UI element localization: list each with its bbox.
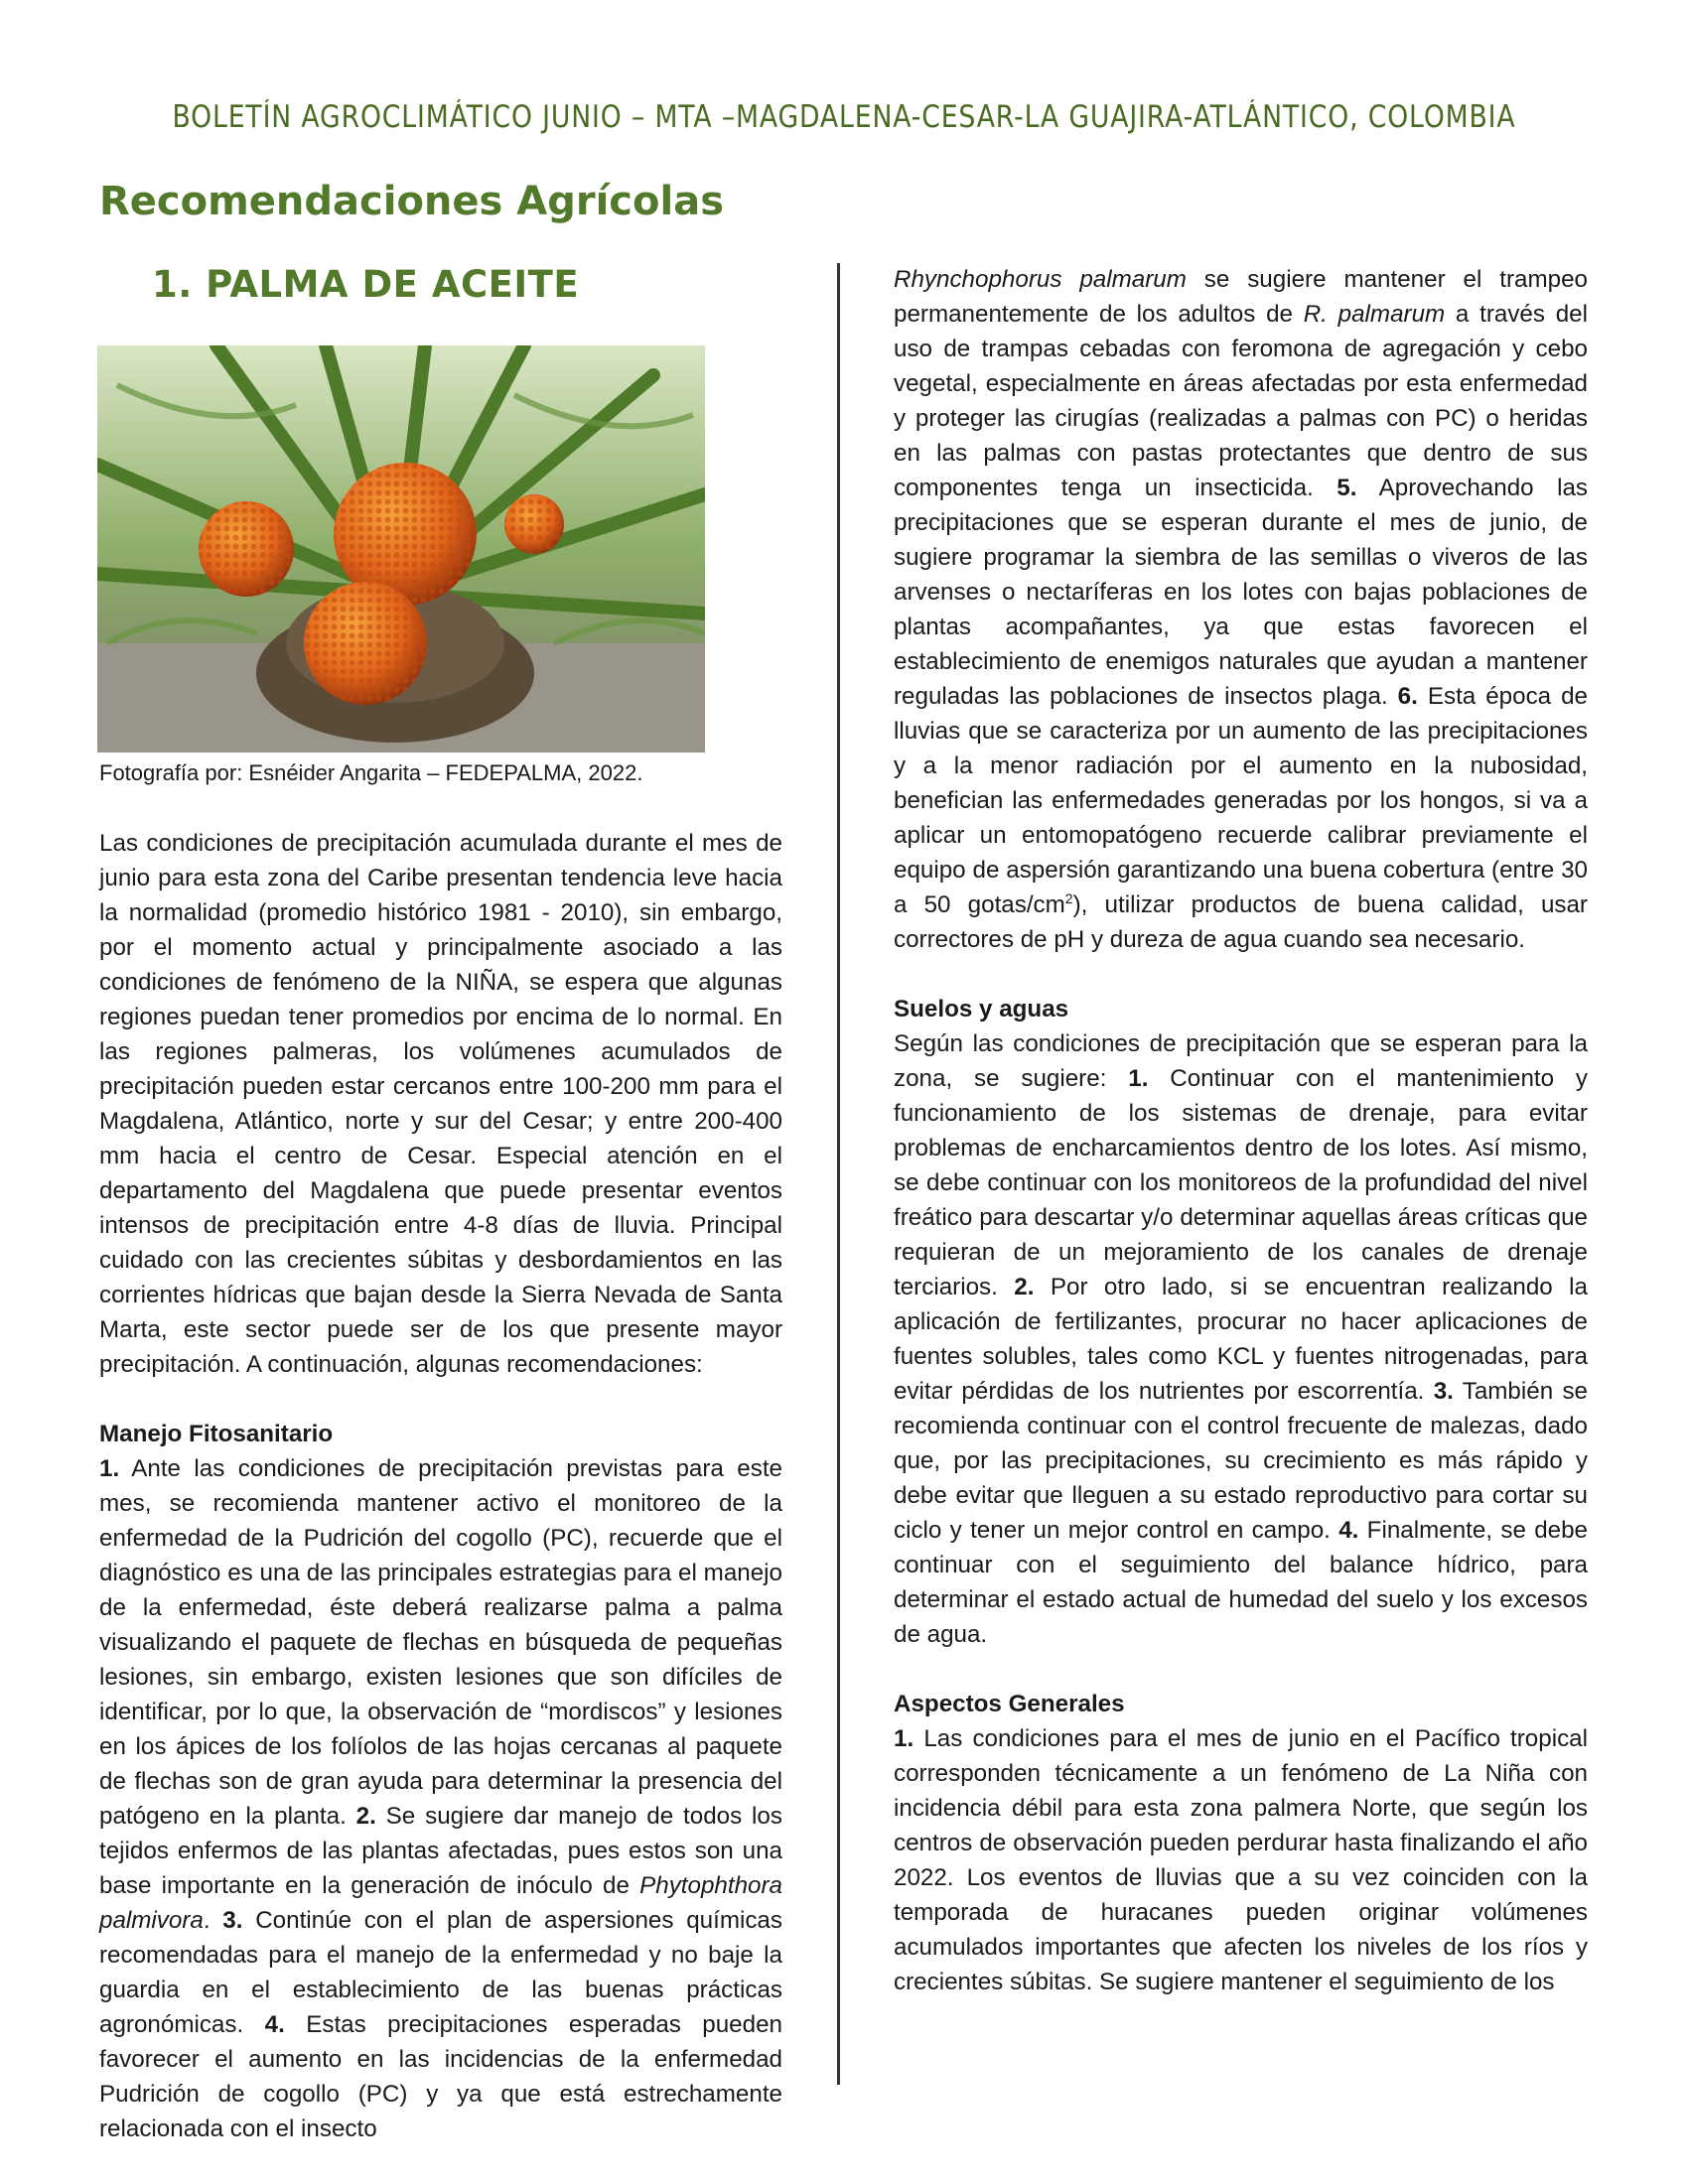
photo-caption: Fotografía por: Esnéider Angarita – FEDEPALMA, 2022. — [99, 760, 643, 785]
left-column — [99, 826, 782, 2146]
column-divider — [837, 263, 840, 2085]
suelos-heading: Suelos y aguas — [894, 996, 1069, 1023]
suelos-paragraph: Según las condiciones de precipitación que se esperan para la zona, se sugiere: 1. Continuar con el mantenimiento y funcionamiento de los sistemas de drenaje, para evitar problemas de encharcamientos dentro de los lotes. Así mismo, se debe continuar con los monitoreos de la profundidad del nivel freático para descartar y/o determinar aquellas áreas críticas que requieran de un mejoramiento de los canales de drenaje terciarios. 2. Por otro lado, si se encuentran realizando la aplicación de fertilizantes, procurar no hacer aplicaciones de fuentes solubles, tales como KCL y fuentes nitrogenadas, para evitar pérdidas de los nutrientes por escorrentía. 3. También se recomienda continuar con el control frecuente de malezas, dado que, por las precipitaciones, su crecimiento es más rápido y debe evitar que lleguen a su estado reproductivo para cortar su ciclo y tener un mejor control en campo. 4. Finalmente, se debe continuar con el seguimiento del balance hídrico, para determinar el estado actual de humedad del suelo y los excesos de agua. — [894, 1030, 1589, 1648]
generales-paragraph: 1. Las condiciones para el mes de junio en el Pacífico tropical corresponden técnicamente a un fenómeno de La Niña con incidencia débil para esta zona palmera Norte, que según los centros de observación pueden perdurar hasta finalizando el año 2022. Los eventos de lluvias que a su vez coinciden con la temporada de huracanes pueden originar volúmenes acumulados importantes que afecten los niveles de los ríos y crecientes súbitas. Se sugiere mantener el seguimiento de los — [894, 1725, 1588, 1995]
generales-heading: Aspectos Generales — [894, 1691, 1125, 1717]
section-title: Recomendaciones Agrícolas — [99, 179, 725, 224]
intro-paragraph: Las condiciones de precipitación acumulada durante el mes de junio para esta zona del Caribe presentan tendencia leve hacia la normalidad (promedio histórico 1981 - 2010), sin embargo, por el momento actual y principalmente asociado a las condiciones de fenómeno de la NIÑA, se espera que algunas regiones puedan tener promedios por encima de lo normal. En las regiones palmeras, los volúmenes acumulados de precipitación pueden estar cercanos entre 100-200 mm para el Magdalena, Atlántico, norte y sur del Cesar; y entre 200-400 mm hacia el centro de Cesar. Especial atención en el departamento del Magdalena que puede presentar eventos intensos de precipitación entre 4-8 días de lluvia. Principal cuidado con las crecientes súbitas y desbordamientos en las corrientes hídricas que bajan desde la Sierra Nevada de Santa Marta, este sector puede ser de los que presente mayor precipitación. A continuación, algunas recomendaciones: — [99, 830, 782, 1378]
fitosanitario-heading: Manejo Fitosanitario — [99, 1421, 334, 1447]
fitosanitario-continued: Rhynchophorus palmarum se sugiere mantener el trampeo permanentemente de los adultos de R. palmarum a través del uso de trampas cebadas con feromona de agregación y cebo vegetal, especialmente en áreas afectadas por esta enfermedad y proteger las cirugías (realizadas a palmas con PC) o heridas en las palmas con pastas protectantes que dentro de sus componentes tenga un insecticida. 5. Aprovechando las precipitaciones que se esperan durante el mes de junio, de sugiere programar la siembra de las semillas o viveros de las arvenses o nectaríferas en los lotes con bajas poblaciones de plantas acompañantes, ya que estas favorecen el establecimiento de enemigos naturales que ayudan a mantener reguladas las poblaciones de insectos plaga. 6. Esta época de lluvias que se caracteriza por un aumento de las precipitaciones y a la menor radiación por el aumento en la nubosidad, benefician las enfermedades generadas por los hongos, si va a aplicar un entomopatógeno recuerde calibrar previamente el equipo de aspersión garantizando una buena cobertura (entre 30 a 50 gotas/$cm^2$), utilizar productos de buena calidad, usar correctores de pH y dureza de agua cuando sea necesario. — [894, 266, 1589, 953]
crop-title: 1. PALMA DE ACEITE — [152, 263, 580, 306]
right-column — [894, 262, 1588, 1999]
bulletin-header: BOLETÍN AGROCLIMÁTICO JUNIO – MTA –MAGDALENA-CESAR-LA GUAJIRA-ATLÁNTICO, COLOMBIA — [172, 99, 1516, 135]
oil-palm-photo — [97, 345, 705, 752]
fitosanitario-paragraph: 1. Ante las condiciones de precipitación previstas para este mes, se recomienda mantener activo el monitoreo de la enfermedad de la Pudrición del cogollo (PC), recuerde que el diagnóstico es una de las principales estrategias para el manejo de la enfermedad, éste deberá realizarse palma a palma visualizando el paquete de flechas en búsqueda de pequeñas lesiones, sin embargo, existen lesiones que son difíciles de identificar, por lo que, la observación de “mordiscos” y lesiones en los ápices de los folíolos de las hojas cercanas al paquete de flechas son de gran ayuda para determinar la presencia del patógeno en la planta. 2. Se sugiere dar manejo de todos los tejidos enfermos de las plantas afectadas, pues estos son una base importante en la generación de inóculo de Phytophthora palmivora. 3. Continúe con el plan de aspersiones químicas recomendadas para el manejo de la enfermedad y no baje la guardia en el establecimiento de las buenas prácticas agronómicas. 4. Estas precipitaciones esperadas pueden favorecer el aumento en las incidencias de la enfermedad Pudrición de cogollo (PC) y ya que está estrechamente relacionada con el insecto — [99, 1455, 782, 2142]
